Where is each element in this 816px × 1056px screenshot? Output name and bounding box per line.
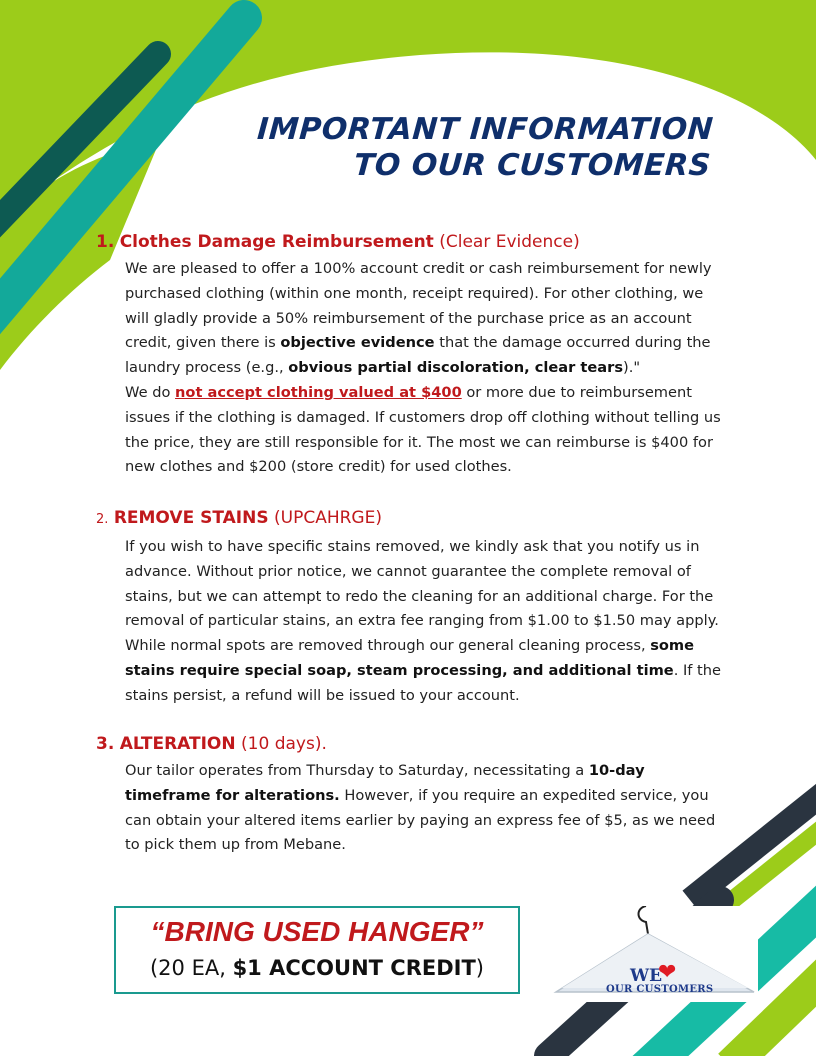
section-3-body — [125, 759, 726, 858]
section-3-title: ALTERATION — [119, 734, 236, 754]
section-2-number: 2. — [96, 512, 109, 527]
section-2-bold-text: some stains require special soap, steam processing, and additional time — [125, 637, 695, 679]
hanger-callout-box — [114, 906, 520, 994]
callout-detail-bold: $1 ACCOUNT CREDIT — [232, 956, 476, 980]
section-3-text: Our tailor operates from Thursday to Saturday, necessitating a — [125, 762, 589, 779]
section-2-title: REMOVE STAINS — [113, 508, 269, 528]
title-line-1: IMPORTANT INFORMATION — [256, 112, 715, 147]
section-1-number: 1. — [96, 232, 115, 252]
section-3-bold-text: 10-day timeframe for alterations. — [125, 762, 645, 804]
title-line-2: TO OUR CUSTOMERS — [352, 148, 712, 183]
hanger-customers-text: OUR CUSTOMERS — [606, 984, 714, 995]
section-1-text: We are pleased to offer a 100% account credit or cash reimbursement for newly purchased clothing (within one month, receipt required). For other clothing, we will gladly provide a 50% reimbursement of the purchase price as an account credit, given there is — [125, 260, 712, 352]
section-2-body — [125, 535, 726, 709]
section-2-text: . If the stains persist, a refund will be issued to your account. — [125, 661, 722, 704]
section-3-subtitle: (10 days) — [241, 734, 322, 754]
section-2-text: If you wish to have specific stains removed, we kindly ask that you notify us in advance. Without prior notice, we cannot guarantee the complete removal of stains, but we can attempt to redo the cleaning for an additional charge. For the removal of particular stains, an extra fee ranging from $1.00 to $1.50 may apply. While normal spots are removed through our general cleaning process, — [125, 538, 719, 655]
section-1-heading — [96, 230, 726, 254]
section-1-text: We do — [125, 383, 176, 401]
section-1-text: )." — [623, 359, 641, 377]
section-2-heading — [96, 506, 726, 532]
section-2-subtitle: (UPCAHRGE) — [274, 508, 382, 528]
section-3-number: 3. — [96, 734, 115, 754]
section-damage-reimbursement — [96, 230, 726, 480]
heart-icon: ❤ — [658, 960, 677, 985]
hanger-image — [552, 906, 758, 1002]
page-title — [254, 112, 715, 184]
section-3-text: However, if you require an expedited service, you can obtain your altered items earlier by paying an express fee of $5, as we need to pick them up from Mebane. — [125, 786, 716, 854]
section-1-text: that the damage occurred during the laundry process (e.g., — [125, 334, 711, 377]
section-3-trail: . — [321, 734, 327, 754]
section-alteration — [96, 732, 726, 858]
callout-detail-text: (20 EA, — [149, 956, 233, 980]
section-3-heading — [96, 732, 726, 756]
callout-headline: “BRING USED HANGER” — [150, 916, 484, 947]
section-1-body — [125, 257, 726, 480]
callout-detail-text: ) — [475, 956, 484, 980]
section-1-bold-evidence: objective evidence — [280, 334, 435, 352]
section-1-red-underline: not accept clothing valued at $400 — [175, 383, 462, 401]
callout-detail — [116, 952, 518, 984]
section-1-bold-examples: obvious partial discoloration, clear tears — [288, 359, 624, 377]
section-remove-stains — [96, 506, 726, 709]
section-1-text: or more due to reimbursement issues if the clothing is damaged. If customers drop off clothing without telling us the price, they are still responsible for it. The most we can reimburse is $400 for new clothes and $200 (store credit) for used clothes. — [125, 383, 721, 476]
hanger-we-text: WE — [630, 966, 663, 986]
section-1-title: Clothes Damage Reimbursement — [119, 232, 434, 252]
section-1-subtitle: (Clear Evidence) — [439, 232, 580, 252]
